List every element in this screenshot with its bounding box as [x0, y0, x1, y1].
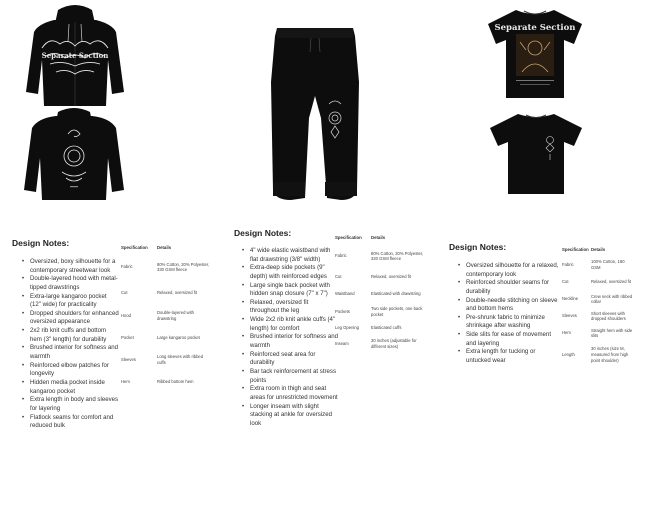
design-note: • Reinforced seat area for durability: [239, 351, 339, 368]
table-row: [562, 274, 636, 291]
design-note: • Oversized, boxy silhouette for a contemporary streetwear look: [19, 258, 119, 275]
design-note: • Brushed interior for softness and warmth: [239, 333, 339, 350]
spec-value: 30 inches (size M, measured from high point shoulder): [591, 346, 629, 363]
design-notes-title: Design Notes:: [449, 242, 507, 252]
spec-label: Hood: [121, 312, 132, 318]
spec-label: Waistband: [335, 290, 355, 296]
table-row: [121, 327, 213, 349]
spec-table: [121, 245, 213, 393]
spec-value: Short sleeves with dropped shoulders: [591, 310, 626, 322]
design-note: • Hidden media pocket inside kangaroo pocket: [19, 379, 119, 396]
spec-header: Specification: [121, 245, 148, 250]
spec-value: Relaxed, oversized fit: [157, 289, 198, 295]
design-note: • Large single back pocket with hidden snap closure (7" x 7"): [239, 282, 339, 299]
hoodie-graphic-text: Separate Section: [41, 51, 109, 60]
table-row: [562, 342, 636, 368]
spec-header: Specification: [562, 247, 589, 252]
tshirt-back-image: [488, 110, 584, 196]
spec-label: Leg Opening: [335, 324, 359, 330]
spec-label: Sleeves: [121, 356, 136, 362]
spec-table: [562, 247, 636, 368]
design-note: • Double-needle stitching on sleeve and bottom hems: [455, 297, 559, 314]
sweatpants-image: [265, 22, 365, 204]
spec-label: Pocket: [121, 334, 134, 340]
spec-value: 100% Cotton, 180 GSM: [591, 259, 625, 270]
design-note: • Longer inseam with slight stacking at ankle for oversized look: [239, 403, 339, 429]
table-row: [335, 269, 431, 285]
spec-value: Crew neck with ribbed collar: [591, 293, 633, 305]
spec-label: Hem: [121, 378, 130, 384]
spec-value: Straight hem with side slits: [591, 327, 633, 339]
design-notes-list: [239, 247, 339, 428]
design-note: • Dropped shoulders for enhanced oversized appearance: [19, 310, 119, 327]
spec-label: Cut: [121, 289, 128, 295]
table-row: [335, 303, 431, 321]
spec-value: 80% Cotton, 20% Polyester, 320 GSM fleece: [371, 250, 424, 262]
design-note: • Extra room in thigh and seat areas for unrestricted movement: [239, 385, 339, 402]
table-row: [335, 335, 431, 353]
table-row: [121, 371, 213, 393]
design-note: • Side slits for ease of movement and layering: [455, 331, 559, 348]
table-row: [562, 256, 636, 274]
table-row: [121, 349, 213, 371]
spec-label: Fabric: [335, 253, 347, 259]
spec-value: Ribbed bottom hem: [157, 378, 194, 384]
design-note: • Reinforced elbow patches for longevity: [19, 362, 119, 379]
table-row: [562, 325, 636, 342]
design-note: • Double-layered hood with metal-tipped drawstrings: [19, 275, 119, 292]
spec-label: Fabric: [121, 264, 133, 270]
tshirt-front-image: [486, 6, 584, 100]
table-row: [562, 308, 636, 325]
spec-label: Neckline: [562, 296, 579, 302]
table-row: [335, 285, 431, 303]
design-note: • Reinforced shoulder seams for durability: [455, 279, 559, 296]
design-notes-title: Design Notes:: [12, 238, 70, 248]
spec-label: Pockets: [335, 308, 350, 314]
design-note: • 2x2 rib knit cuffs and bottom hem (3" length) for durability: [19, 327, 119, 344]
design-note: • Flatlock seams for comfort and reduced bulk: [19, 414, 119, 431]
design-note: • Relaxed, oversized fit throughout the leg: [239, 299, 339, 316]
spec-value: Elasticated with drawstring: [371, 290, 421, 296]
spec-label: Hem: [562, 330, 571, 336]
spec-header: Specification: [335, 235, 362, 240]
spec-label: Inseam: [335, 340, 349, 346]
design-note: • Bar tack reinforcement at stress points: [239, 368, 339, 385]
table-row: [335, 321, 431, 335]
spec-header: Details: [371, 235, 386, 240]
design-note: • Brushed interior for softness and warmth: [19, 344, 119, 361]
spec-header: Details: [591, 247, 606, 252]
spec-label: Sleeves: [562, 313, 577, 319]
spec-value: Relaxed, oversized fit: [371, 273, 412, 279]
spec-value: Elasticated cuffs: [371, 324, 402, 330]
design-note: • Oversized silhouette for a relaxed, contemporary look: [455, 262, 559, 279]
spec-header: Details: [157, 245, 172, 250]
spec-value: 80% Cotton, 20% Polyester, 330 GSM fleece: [157, 261, 210, 273]
design-notes-title: Design Notes:: [234, 228, 292, 238]
design-note: • Wide 2x2 rib knit ankle cuffs (4" length) for comfort: [239, 316, 339, 333]
spec-value: Long sleeves with ribbed cuffs: [157, 354, 204, 365]
design-notes-list: [455, 262, 559, 366]
design-note: • Extra length for tucking or untucked wear: [455, 348, 559, 365]
spec-label: Fabric: [562, 261, 574, 267]
design-note: • Extra length in body and sleeves for layering: [19, 396, 119, 413]
table-row: [121, 281, 213, 305]
tshirt-graphic-text: Separate Section: [494, 23, 576, 33]
design-notes-list: [19, 258, 119, 431]
table-row: [121, 254, 213, 281]
table-row: [335, 244, 431, 269]
table-row: [121, 305, 213, 327]
design-note: • Pre-shrunk fabric to minimize shrinkage after washing: [455, 314, 559, 331]
spec-value: Two side pockets, one back pocket: [371, 306, 423, 317]
spec-label: Cut: [562, 279, 569, 285]
spec-value: Relaxed, oversized fit: [591, 279, 632, 285]
spec-table: [335, 235, 431, 353]
spec-value: Large kangaroo pocket: [157, 334, 200, 340]
spec-value: Double-layered with drawstring: [157, 310, 195, 321]
hoodie-front-image: [20, 2, 130, 110]
design-note: • 4" wide elastic waistband with flat drawstring (3/8" width): [239, 247, 339, 264]
table-row: [562, 291, 636, 308]
design-note: • Extra-deep side pockets (9" depth) with reinforced edges: [239, 264, 339, 281]
spec-label: Length: [562, 351, 575, 357]
spec-label: Cut: [335, 273, 342, 279]
spec-value: 30 inches (adjustable for different sizes): [371, 338, 417, 349]
hoodie-back-image: [18, 106, 130, 202]
design-note: • Extra-large kangaroo pocket (12" wide) for practicality: [19, 293, 119, 310]
